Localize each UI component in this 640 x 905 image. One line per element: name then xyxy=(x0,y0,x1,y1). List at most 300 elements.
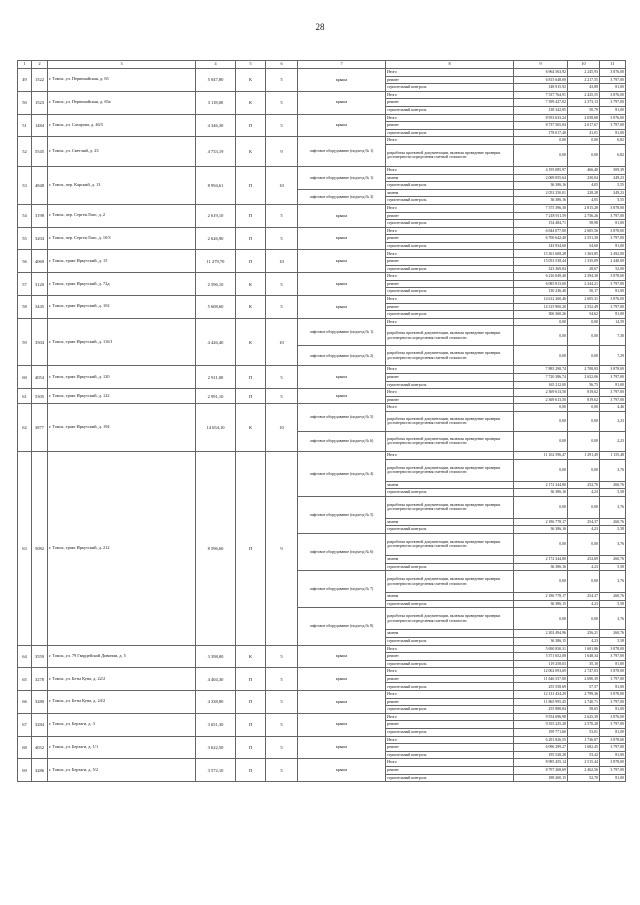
page-number: 28 xyxy=(315,22,325,32)
wall-material: П xyxy=(236,668,266,691)
wall-material: К xyxy=(236,404,266,452)
cost-limit: 6,82 xyxy=(600,144,626,166)
table-row xyxy=(18,713,626,721)
cost-limit: 3 797,00 xyxy=(600,675,626,683)
row-number: 66 xyxy=(18,691,32,714)
repair-object: крыша xyxy=(298,736,386,759)
cost-limit: 81,00 xyxy=(600,706,626,714)
cost-limit: 260,76 xyxy=(600,481,626,489)
house-area: 5 047,80 xyxy=(196,69,236,92)
cost-limit: 3 878,00 xyxy=(600,273,626,281)
cost-per-sqm: 2 747,03 xyxy=(568,668,600,676)
house-address: г. Томск, тракт Иркутский, д. 72д xyxy=(48,273,196,296)
cost-total: 11 102 596,47 xyxy=(514,451,568,459)
row-number: 59 xyxy=(18,318,32,366)
repair-object: крыша xyxy=(298,91,386,114)
table-row xyxy=(18,69,626,77)
floor-count: 5 xyxy=(266,114,298,137)
cost-total: 178 017,40 xyxy=(514,129,568,137)
house-address: г. Томск, ул. Берзаги, д. 5/2 xyxy=(48,759,196,782)
cost-total: 2 369 613,50 xyxy=(514,396,568,404)
table-row xyxy=(18,137,626,145)
cost-total: 8 953 633,24 xyxy=(514,114,568,122)
wall-material: К xyxy=(236,91,266,114)
floor-count: 5 xyxy=(266,273,298,296)
cost-total: 2 186 778,17 xyxy=(514,593,568,601)
work-type: Итого xyxy=(386,250,514,258)
work-type: Итого xyxy=(386,713,514,721)
house-address: г. Томск, пер. Сергея Лазо, д. 2 xyxy=(48,204,196,227)
wall-material: П xyxy=(236,204,266,227)
table-row xyxy=(18,668,626,676)
cost-total: 36 386,16 xyxy=(514,526,568,534)
cost-limit: 3 878,00 xyxy=(600,668,626,676)
cost-per-sqm: 58,65 xyxy=(568,706,600,714)
cost-limit: 5,58 xyxy=(600,600,626,608)
cost-total: 7 375 396,30 xyxy=(514,204,568,212)
cost-per-sqm: 4,23 xyxy=(568,489,600,497)
cost-limit: 2 492,00 xyxy=(600,250,626,258)
cost-limit: 3 797,00 xyxy=(600,76,626,84)
work-type: Итого xyxy=(386,668,514,676)
row-number: 55 xyxy=(18,227,32,250)
cost-total: 9 355 225,28 xyxy=(514,721,568,729)
work-type: замена xyxy=(386,481,514,489)
house-code: 5545 xyxy=(32,137,48,167)
cost-limit: 52,00 xyxy=(600,265,626,273)
cost-limit: 81,00 xyxy=(600,751,626,759)
cost-per-sqm: 41,01 xyxy=(568,129,600,137)
cost-limit: 3 797,00 xyxy=(600,721,626,729)
house-area: 3 398,00 xyxy=(196,645,236,668)
house-address: г. Томск, пер. Сергея Лазо, д. 10/3 xyxy=(48,227,196,250)
cost-per-sqm: 0,00 xyxy=(568,431,600,451)
cost-per-sqm: 2 245,93 xyxy=(568,69,600,77)
cost-total: 36 386,16 xyxy=(514,489,568,497)
cost-per-sqm: 2 017,67 xyxy=(568,122,600,130)
cost-limit: 3 797,00 xyxy=(600,389,626,397)
cost-per-sqm: 0,00 xyxy=(568,404,600,412)
cost-limit: 3 878,00 xyxy=(600,227,626,235)
cost-total: 6 844 077,00 xyxy=(514,227,568,235)
house-address: г. Томск, тракт Иркутский, д. 212 xyxy=(48,451,196,645)
cost-total: 0,00 xyxy=(514,137,568,145)
work-type: строительный контроль xyxy=(386,751,514,759)
work-type: ремонт xyxy=(386,396,514,404)
house-code: 5305 xyxy=(32,389,48,404)
cost-limit: 3 878,00 xyxy=(600,645,626,653)
cost-per-sqm: 43,88 xyxy=(568,84,600,92)
cost-limit: 3 797,00 xyxy=(600,396,626,404)
floor-count: 9 xyxy=(266,451,298,645)
cost-total: 15 361 608,28 xyxy=(514,250,568,258)
cost-per-sqm: 4,05 xyxy=(568,182,600,190)
table-row xyxy=(18,296,626,304)
cost-per-sqm: 1 648,34 xyxy=(568,653,600,661)
cost-limit: 3 876,00 xyxy=(600,114,626,122)
work-type: ремонт xyxy=(386,767,514,775)
cost-total: 0,00 xyxy=(514,431,568,451)
repair-object: крыша xyxy=(298,691,386,714)
work-type: ремонт xyxy=(386,76,514,84)
cost-per-sqm: 53,01 xyxy=(568,729,600,737)
cost-limit: 3 797,00 xyxy=(600,303,626,311)
work-type: ремонт xyxy=(386,698,514,706)
house-area: 2 911,00 xyxy=(196,366,236,389)
table-row xyxy=(18,204,626,212)
work-type: Итого xyxy=(386,404,514,412)
repair-object: крыша xyxy=(298,759,386,782)
cost-total: 5 571 652,08 xyxy=(514,653,568,661)
row-number: 60 xyxy=(18,366,32,389)
cost-limit: 14,59 xyxy=(600,318,626,326)
cost-per-sqm: 2 570,28 xyxy=(568,721,600,729)
cost-per-sqm: 466,40 xyxy=(568,166,600,174)
house-area: 4 346,30 xyxy=(196,114,236,137)
work-type: строительный контроль xyxy=(386,381,514,389)
floor-count: 5 xyxy=(266,227,298,250)
work-type: разработка проектной документации, включая проведение проверки достоверности определения сметной стоимости xyxy=(386,459,514,481)
repair-object: крыша xyxy=(298,250,386,273)
cost-total: 2 172 344,80 xyxy=(514,555,568,563)
house-code: 3445 xyxy=(32,296,48,319)
cost-limit: 81,00 xyxy=(600,84,626,92)
house-code: 1523 xyxy=(32,91,48,114)
cost-per-sqm: 2 708,83 xyxy=(568,366,600,374)
floor-count: 5 xyxy=(266,713,298,736)
cost-limit: 5,58 xyxy=(600,563,626,571)
cost-per-sqm: 2 690,39 xyxy=(568,675,600,683)
floor-count: 5 xyxy=(266,759,298,782)
house-address: г. Томск, ул. Беты Куна, д. 22/2 xyxy=(48,668,196,691)
cost-limit: 3 878,00 xyxy=(600,759,626,767)
wall-material: П xyxy=(236,227,266,250)
row-number: 58 xyxy=(18,296,32,319)
work-type: строительный контроль xyxy=(386,220,514,228)
cost-per-sqm: 0,00 xyxy=(568,137,600,145)
cost-per-sqm: 56,75 xyxy=(568,381,600,389)
wall-material: П xyxy=(236,166,266,204)
house-address: г. Томск, ул. Первомайская, д. 65 xyxy=(48,69,196,92)
work-type: Итого xyxy=(386,645,514,653)
cost-per-sqm: 2 425,55 xyxy=(568,91,600,99)
column-number-row xyxy=(18,61,626,69)
repair-object: крыша xyxy=(298,668,386,691)
cost-per-sqm: 54,62 xyxy=(568,311,600,319)
cost-total: 8 797 268,69 xyxy=(514,767,568,775)
cost-total: 119 258,03 xyxy=(514,660,568,668)
cost-total: 165 212,00 xyxy=(514,381,568,389)
repair-object: крыша xyxy=(298,296,386,319)
work-type: ремонт xyxy=(386,212,514,220)
work-type: Итого xyxy=(386,389,514,397)
cost-limit: 3 797,00 xyxy=(600,698,626,706)
cost-limit: 6,82 xyxy=(600,137,626,145)
cost-limit: 7,29 xyxy=(600,346,626,366)
floor-count: 5 xyxy=(266,668,298,691)
work-type: ремонт xyxy=(386,235,514,243)
cost-limit: 81,00 xyxy=(600,660,626,668)
work-type: строительный контроль xyxy=(386,106,514,114)
row-number: 51 xyxy=(18,114,32,137)
cost-limit: 509,39 xyxy=(600,166,626,174)
repair-object: лифтовое оборудование (подъезд № 6) xyxy=(298,533,386,570)
table-row xyxy=(18,318,626,326)
column-number: 6 xyxy=(266,61,298,69)
cost-limit: 260,76 xyxy=(600,630,626,638)
cost-per-sqm: 252,69 xyxy=(568,555,600,563)
work-type: ремонт xyxy=(386,675,514,683)
cost-total: 4 195 085,97 xyxy=(514,166,568,174)
cost-total: 14 315 900,20 xyxy=(514,303,568,311)
cost-total: 0,00 xyxy=(514,411,568,431)
cost-per-sqm: 4,23 xyxy=(568,600,600,608)
cost-limit: 2,23 xyxy=(600,431,626,451)
cost-limit: 3 797,00 xyxy=(600,653,626,661)
work-type: Итого xyxy=(386,759,514,767)
house-code: 4848 xyxy=(32,166,48,204)
cost-per-sqm: 2 815,28 xyxy=(568,204,600,212)
work-type: замена xyxy=(386,555,514,563)
house-area: 3 118,00 xyxy=(196,91,236,114)
house-code: 3559 xyxy=(32,645,48,668)
work-type: разработка проектной документации, включая проведение проверки достоверности определения сметной стоимости xyxy=(386,411,514,431)
house-code: 3204 xyxy=(32,227,48,250)
work-type: разработка проектной документации, включая проведение проверки достоверности определения сметной стоимости xyxy=(386,431,514,451)
cost-total: 0,00 xyxy=(514,404,568,412)
wall-material: К xyxy=(236,273,266,296)
cost-per-sqm: 50,79 xyxy=(568,106,600,114)
cost-total: 6 291 826,55 xyxy=(514,736,568,744)
cost-total: 2 202 494,96 xyxy=(514,630,568,638)
cost-total: 6 085 813,00 xyxy=(514,280,568,288)
house-area: 2 596,10 xyxy=(196,273,236,296)
repair-object: лифтовое оборудование (подъезд № 1) xyxy=(298,137,386,167)
cost-limit: 3 797,00 xyxy=(600,212,626,220)
house-address: г. Томск, пер. Карский, д. 13 xyxy=(48,166,196,204)
work-type: Итого xyxy=(386,69,514,77)
floor-count: 9 xyxy=(266,137,298,167)
cost-total: 148 915,92 xyxy=(514,84,568,92)
repair-object: крыша xyxy=(298,366,386,389)
row-number: 57 xyxy=(18,273,32,296)
work-type: строительный контроль xyxy=(386,197,514,205)
cost-total: 9 554 696,98 xyxy=(514,713,568,721)
house-address: г. Томск, тракт Иркутский, д. 120 xyxy=(48,366,196,389)
cost-limit: 2 440,00 xyxy=(600,258,626,266)
wall-material: К xyxy=(236,645,266,668)
floor-count: 5 xyxy=(266,645,298,668)
house-area: 2 619,10 xyxy=(196,204,236,227)
house-address: г. Томск, тракт Иркутский, д. 122 xyxy=(48,389,196,404)
work-type: ремонт xyxy=(386,280,514,288)
work-type: Итого xyxy=(386,691,514,699)
cost-total: 0,00 xyxy=(514,533,568,555)
cost-per-sqm: 819,62 xyxy=(568,396,600,404)
cost-limit: 81,00 xyxy=(600,774,626,782)
cost-limit: 249,23 xyxy=(600,189,626,197)
cost-total: 36 386,16 xyxy=(514,197,568,205)
work-type: Итого xyxy=(386,166,514,174)
table-row xyxy=(18,389,626,397)
floor-count: 5 xyxy=(266,366,298,389)
work-type: Итого xyxy=(386,366,514,374)
cost-per-sqm: 2 217,55 xyxy=(568,76,600,84)
cost-total: 130 236,40 xyxy=(514,288,568,296)
floor-count: 5 xyxy=(266,296,298,319)
column-number: 2 xyxy=(32,61,48,69)
house-address: г. Томск, ул. Беты Куна, д. 24/2 xyxy=(48,691,196,714)
cost-per-sqm: 0,00 xyxy=(568,144,600,166)
house-code: 3198 xyxy=(32,204,48,227)
table-row xyxy=(18,366,626,374)
cost-total: 6 216 049,40 xyxy=(514,273,568,281)
cost-total: 323 369,84 xyxy=(514,265,568,273)
cost-per-sqm: 58,98 xyxy=(568,220,600,228)
house-address: г. Томск, ул. Берзаги, д. 3 xyxy=(48,713,196,736)
work-type: строительный контроль xyxy=(386,774,514,782)
cost-per-sqm: 1 681,86 xyxy=(568,645,600,653)
house-address: г. Томск, тракт Иркутский, д. 15 xyxy=(48,250,196,273)
cost-per-sqm: 2 058,68 xyxy=(568,114,600,122)
house-area: 4 338,80 xyxy=(196,691,236,714)
house-address: г. Томск, ул. Первомайская, д. 65а xyxy=(48,91,196,114)
work-type: строительный контроль xyxy=(386,683,514,691)
cost-limit: 3 797,00 xyxy=(600,99,626,107)
row-number: 67 xyxy=(18,713,32,736)
cost-limit: 81,00 xyxy=(600,106,626,114)
work-type: строительный контроль xyxy=(386,84,514,92)
work-type: строительный контроль xyxy=(386,729,514,737)
repair-object: крыша xyxy=(298,227,386,250)
cost-limit: 2,23 xyxy=(600,411,626,431)
cost-per-sqm: 0,00 xyxy=(568,608,600,630)
cost-per-sqm: 52,70 xyxy=(568,774,600,782)
table-row xyxy=(18,227,626,235)
work-type: Итого xyxy=(386,114,514,122)
row-number: 64 xyxy=(18,645,32,668)
cost-limit: 3 797,00 xyxy=(600,374,626,382)
work-type: строительный контроль xyxy=(386,660,514,668)
work-type: строительный контроль xyxy=(386,288,514,296)
wall-material: П xyxy=(236,759,266,782)
table-row xyxy=(18,691,626,699)
cost-limit: 3 878,00 xyxy=(600,691,626,699)
cost-total: 0,00 xyxy=(514,326,568,346)
work-type: разработка проектной документации, включая проведение проверки достоверности определения сметной стоимости xyxy=(386,346,514,366)
house-code: 3286 xyxy=(32,759,48,782)
cost-per-sqm: 254,37 xyxy=(568,518,600,526)
cost-per-sqm: 53,42 xyxy=(568,751,600,759)
repair-object: лифтовое оборудование (подъезд № 5) xyxy=(298,496,386,533)
cost-limit: 5,58 xyxy=(600,489,626,497)
work-type: ремонт xyxy=(386,721,514,729)
cost-per-sqm: 1 682,45 xyxy=(568,744,600,752)
work-type: замена xyxy=(386,630,514,638)
house-code: 5082 xyxy=(32,451,48,645)
cost-total: 306 360,26 xyxy=(514,311,568,319)
cost-limit: 81,00 xyxy=(600,311,626,319)
repair-object: лифтовое оборудование (подъезд № 7) xyxy=(298,571,386,608)
table-row xyxy=(18,91,626,99)
column-number: 5 xyxy=(236,61,266,69)
cost-total: 6 964 563,92 xyxy=(514,69,568,77)
cost-limit: 81,00 xyxy=(600,683,626,691)
repair-object: лифтовое оборудование (подъезд № 8) xyxy=(298,608,386,645)
house-code: 3120 xyxy=(32,273,48,296)
table-row xyxy=(18,114,626,122)
work-type: ремонт xyxy=(386,99,514,107)
row-number: 53 xyxy=(18,166,32,204)
cost-per-sqm: 0,00 xyxy=(568,318,600,326)
work-type: разработка проектной документации, включая проведение проверки достоверности определения сметной стоимости xyxy=(386,608,514,630)
wall-material: П xyxy=(236,389,266,404)
house-code: 1522 xyxy=(32,69,48,92)
cost-total: 195 528,28 xyxy=(514,751,568,759)
cost-limit: 3 797,00 xyxy=(600,280,626,288)
work-type: Итого xyxy=(386,318,514,326)
wall-material: П xyxy=(236,713,266,736)
wall-material: П xyxy=(236,691,266,714)
cost-per-sqm: 2 551,30 xyxy=(568,235,600,243)
repair-object: лифтовое оборудование (подъезд № 2) xyxy=(298,346,386,366)
house-address: г. Томск, тракт Иркутский, д. 102 xyxy=(48,296,196,319)
cost-per-sqm: 4,23 xyxy=(568,526,600,534)
cost-limit: 5,55 xyxy=(600,197,626,205)
cost-per-sqm: 252,70 xyxy=(568,481,600,489)
cost-total: 2 053 250,01 xyxy=(514,189,568,197)
cost-limit: 4,46 xyxy=(600,404,626,412)
cost-limit: 3 876,00 xyxy=(600,296,626,304)
house-area: 8 596,60 xyxy=(196,451,236,645)
repair-object: крыша xyxy=(298,204,386,227)
cost-per-sqm: 1 335,09 xyxy=(568,258,600,266)
cost-limit: 3 878,00 xyxy=(600,204,626,212)
wall-material: К xyxy=(236,318,266,366)
cost-per-sqm: 0,00 xyxy=(568,346,600,366)
cost-per-sqm: 0,00 xyxy=(568,496,600,518)
column-number: 1 xyxy=(18,61,32,69)
row-number: 65 xyxy=(18,668,32,691)
cost-total: 143 934,60 xyxy=(514,242,568,250)
cost-limit: 3 797,00 xyxy=(600,122,626,130)
house-code: 3280 xyxy=(32,691,48,714)
floor-count: 10 xyxy=(266,250,298,273)
floor-count: 5 xyxy=(266,69,298,92)
cost-limit: 249,23 xyxy=(600,174,626,182)
house-code: 3284 xyxy=(32,713,48,736)
column-number: 7 xyxy=(298,61,386,69)
cost-limit: 5,58 xyxy=(600,637,626,645)
cost-per-sqm: 0,00 xyxy=(568,459,600,481)
cost-per-sqm: 1 736,87 xyxy=(568,736,600,744)
cost-per-sqm: 2 462,56 xyxy=(568,767,600,775)
house-address: г. Томск, ул. Берзаги, д. 1/1 xyxy=(48,736,196,759)
wall-material: К xyxy=(236,296,266,319)
work-type: Итого xyxy=(386,736,514,744)
table-row xyxy=(18,250,626,258)
house-area: 11 279,70 xyxy=(196,250,236,273)
floor-count: 5 xyxy=(266,736,298,759)
cost-total: 6 096 299,27 xyxy=(514,744,568,752)
cost-limit: 3,76 xyxy=(600,459,626,481)
house-code: 1484 xyxy=(32,114,48,137)
house-address: г. Томск, ул. Сахарова, д. 46/5 xyxy=(48,114,196,137)
floor-count: 10 xyxy=(266,404,298,452)
cost-limit: 7,30 xyxy=(600,326,626,346)
work-type: строительный контроль xyxy=(386,489,514,497)
column-number: 9 xyxy=(514,61,568,69)
